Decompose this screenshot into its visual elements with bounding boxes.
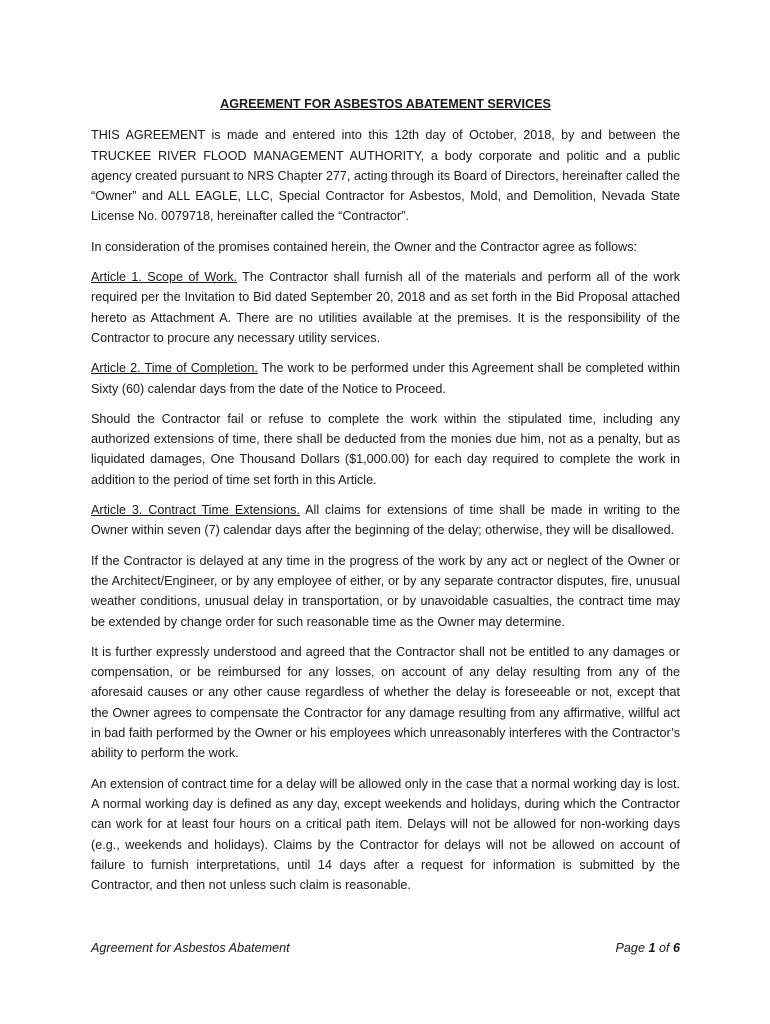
paragraph-consideration: In consideration of the promises contained herein, the Owner and the Contractor agree as follows: — [91, 239, 638, 254]
paragraph-no-damages: It is further expressly understood and agreed that the Contractor shall not be entitled to any damages or compensation, or be reimbursed for any losses, on account of any delay resulting from any of the aforesaid causes or any other cause regardless of whether the delay is foreseeable or not, except that the Owner agrees to compensate the Contractor for any damage resulting from any affirmative, willful act in bad faith performed by the Owner or his employees which unreasonably interferes with the Contractor’s ability to perform the work. — [91, 644, 680, 761]
page-number: Page 1 of 6 — [615, 941, 680, 955]
article-2-heading: Article 2. Time of Completion. — [91, 361, 258, 376]
paragraph-extension: An extension of contract time for a delay will be allowed only in the case that a normal working day is lost. A normal working day is defined as any day, except weekends and holidays, during which the Contractor can work for at least four hours on a critical path item. Delays will not be allowed for non-working days (e.g., weekends and holidays). Claims by the Contractor for delays will not be allowed on account of failure to furnish interpretations, until 14 days after a request for information is submitted by the Contractor, and then not unless such claim is reasonable. — [91, 776, 680, 893]
paragraph-article-3: Article 3. Contract Time Extensions. All claims for extensions of time shall be made in writing to the Owner within seven (7) calendar days after the beginning of the delay; otherwise, they will be disallowed. — [91, 503, 680, 538]
document-title: AGREEMENT FOR ASBESTOS ABATEMENT SERVICES — [220, 97, 551, 111]
document-body — [91, 94, 680, 905]
paragraph-delay: If the Contractor is delayed at any time in the progress of the work by any act or neglect of the Owner or the Architect/Engineer, or by any employee of either, or by any separate contractor disputes, fire, unusual weather conditions, unusual delay in transportation, or by unavoidable casualties, the contract time may be extended by change order for such reasonable time as the Owner may determine. — [91, 553, 680, 629]
paragraph-preamble: THIS AGREEMENT is made and entered into this 12th day of October, 2018, by and between the TRUCKEE RIVER FLOOD MANAGEMENT AUTHORITY, a body corporate and politic and a public agency created pursuant to NRS Chapter 277, acting through its Board of Directors, hereinafter called the “Owner” and ALL EAGLE, LLC, Special Contractor for Asbestos, Mold, and Demolition, Nevada State License No. 0079718, hereinafter called the “Contractor”. — [91, 128, 680, 224]
page-footer — [91, 941, 680, 955]
paragraph-liquidated-damages: Should the Contractor fail or refuse to complete the work within the stipulated time, including any authorized extensions of time, there shall be deducted from the monies due him, not as a penalty, but as liquidated damages, One Thousand Dollars ($1,000.00) for each day required to complete the work in addition to the period of time set forth in this Article. — [91, 411, 680, 487]
paragraph-article-1: Article 1. Scope of Work. The Contractor shall furnish all of the materials and perform all of the work required per the Invitation to Bid dated September 20, 2018 and as set forth in the Bid Proposal attached hereto as Attachment A. There are no utilities available at the premises. It is the responsibility of the Contractor to procure any necessary utility services. — [91, 270, 680, 345]
article-3-heading: Article 3. Contract Time Extensions. — [91, 503, 300, 518]
footer-title: Agreement for Asbestos Abatement — [91, 941, 290, 955]
article-1-heading: Article 1. Scope of Work. — [91, 270, 237, 285]
paragraph-article-2: Article 2. Time of Completion. The work to be performed under this Agreement shall be completed within Sixty (60) calendar days from the date of the Notice to Proceed. — [91, 361, 680, 396]
